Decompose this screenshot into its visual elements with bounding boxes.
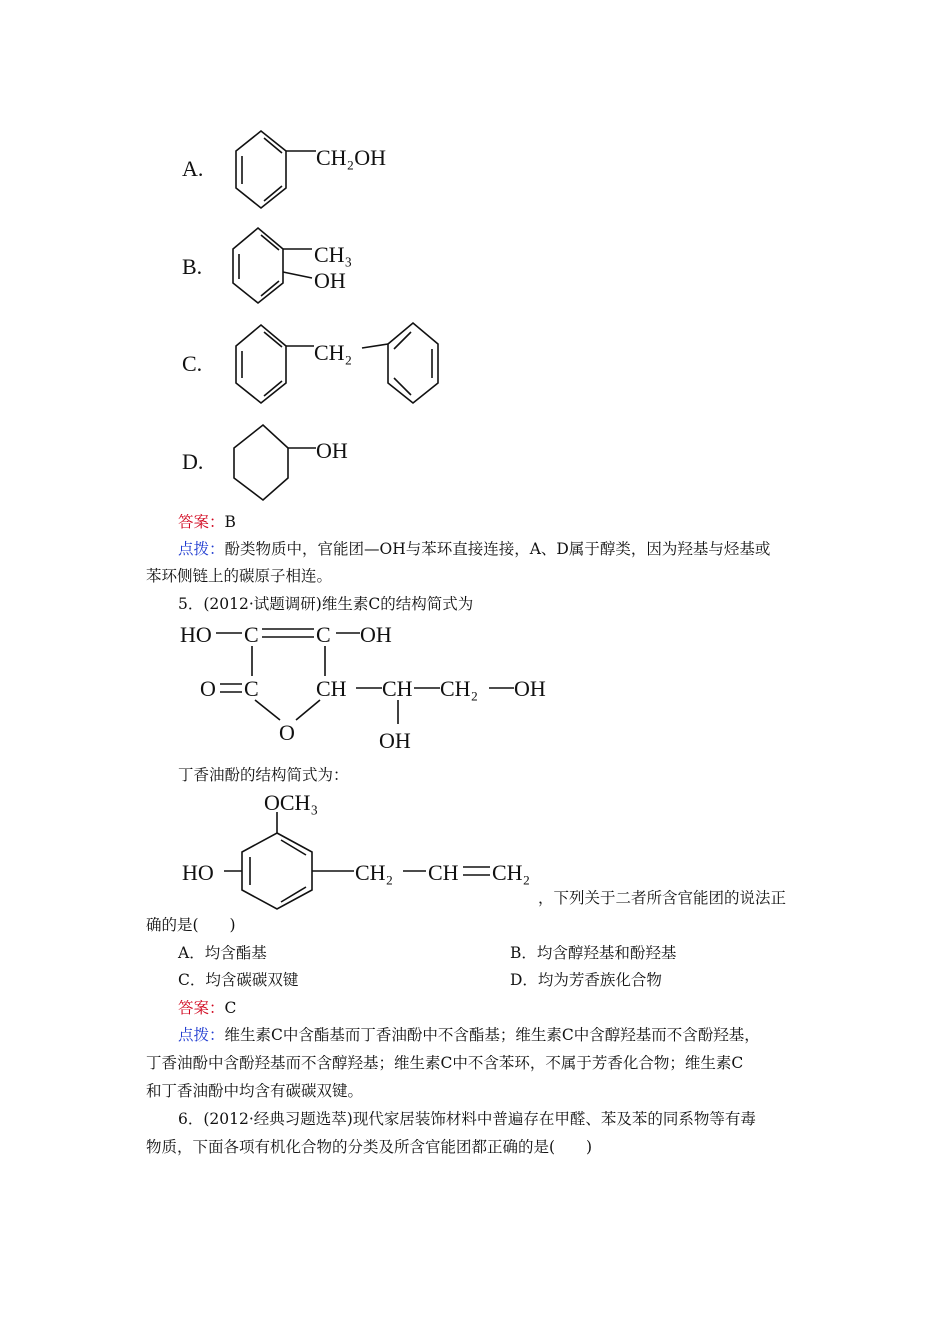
vitc-ch2g: CH₂	[440, 676, 479, 701]
eugenol-ch: CH	[428, 860, 459, 885]
q5-hint-line3: 和丁香油酚中均含有碳碳双键。	[146, 1082, 364, 1100]
q5-answer	[178, 998, 236, 1018]
q5-hint-line2: 丁香油酚中含酚羟基而不含醇羟基；维生素C中不含苯环，不属于芳香化合物；维生素C	[146, 1054, 744, 1072]
eugenol-intro: 丁香油酚的结构简式为：	[178, 766, 349, 784]
hint-label: 点拨：	[178, 540, 225, 558]
struct-a-group: CH₂OH	[316, 145, 387, 170]
struct-b-group1: CH₃	[314, 242, 353, 267]
q4-answer	[178, 512, 236, 532]
answer-label: 答案：	[178, 999, 225, 1017]
struct-c-group: CH₂	[314, 340, 353, 365]
q5-hint-line1: 点拨：维生素C中含酯基而丁香油酚中不含酯基；维生素C中含醇羟基而不含酚羟基，	[178, 1026, 760, 1044]
q5-stem: 5．(2012·试题调研)维生素C的结构简式为	[178, 595, 474, 613]
option-d-letter: D.	[182, 449, 204, 474]
q4-hint-line2: 苯环侧链上的碳原子相连。	[146, 567, 333, 585]
vitc-c1: C	[244, 622, 259, 647]
vitc-ring-o: O	[279, 720, 295, 745]
eugenol-ho: HO	[182, 860, 214, 885]
vitc-c2: C	[316, 622, 331, 647]
structure-a	[236, 131, 316, 208]
eugenol-ch2b: CH₂	[492, 860, 531, 885]
option-a-letter: A.	[182, 156, 204, 181]
q5-stem-tail2: 确的是( )	[146, 916, 236, 934]
structure-b	[233, 228, 312, 303]
vitc-ch1: CH	[316, 676, 347, 701]
vitc-ch2: CH	[382, 676, 413, 701]
vitc-oh3: OH	[379, 728, 411, 753]
struct-d-group: OH	[316, 438, 348, 463]
vitc-oh2: OH	[514, 676, 546, 701]
structure-d	[234, 425, 316, 500]
struct-b-group2: OH	[314, 268, 346, 293]
answer-value: B	[224, 513, 236, 531]
vitc-ho: HO	[180, 622, 212, 647]
option-b-letter: B.	[182, 254, 203, 279]
choice-b: B．均含醇羟基和酚羟基	[510, 944, 677, 962]
vitc-oh1: OH	[360, 622, 392, 647]
q5-stem-tail: ，下列关于二者所含官能团的说法正	[538, 889, 787, 907]
q6-line1: 6．(2012·经典习题选萃)现代家居装饰材料中普遍存在甲醛、苯及苯的同系物等有毒	[178, 1110, 756, 1128]
vitc-o-eq: O	[200, 676, 216, 701]
q4-hint-line1: 点拨：酚类物质中，官能团—OH与苯环直接连接，A、D属于醇类，因为羟基与烃基或	[178, 540, 771, 558]
option-c-letter: C.	[182, 351, 203, 376]
answer-label: 答案：	[178, 513, 225, 531]
choice-d: D．均为芳香族化合物	[510, 971, 662, 989]
choice-c: C．均含碳碳双键	[178, 971, 299, 989]
eugenol-och3: OCH₃	[264, 790, 319, 815]
choice-a: A．均含酯基	[178, 944, 267, 962]
hint-label: 点拨：	[178, 1026, 225, 1044]
q6-line2: 物质，下面各项有机化合物的分类及所含官能团都正确的是( )	[146, 1138, 593, 1156]
answer-value: C	[224, 999, 237, 1017]
eugenol-ch2a: CH₂	[355, 860, 394, 885]
vitc-c3: C	[244, 676, 259, 701]
